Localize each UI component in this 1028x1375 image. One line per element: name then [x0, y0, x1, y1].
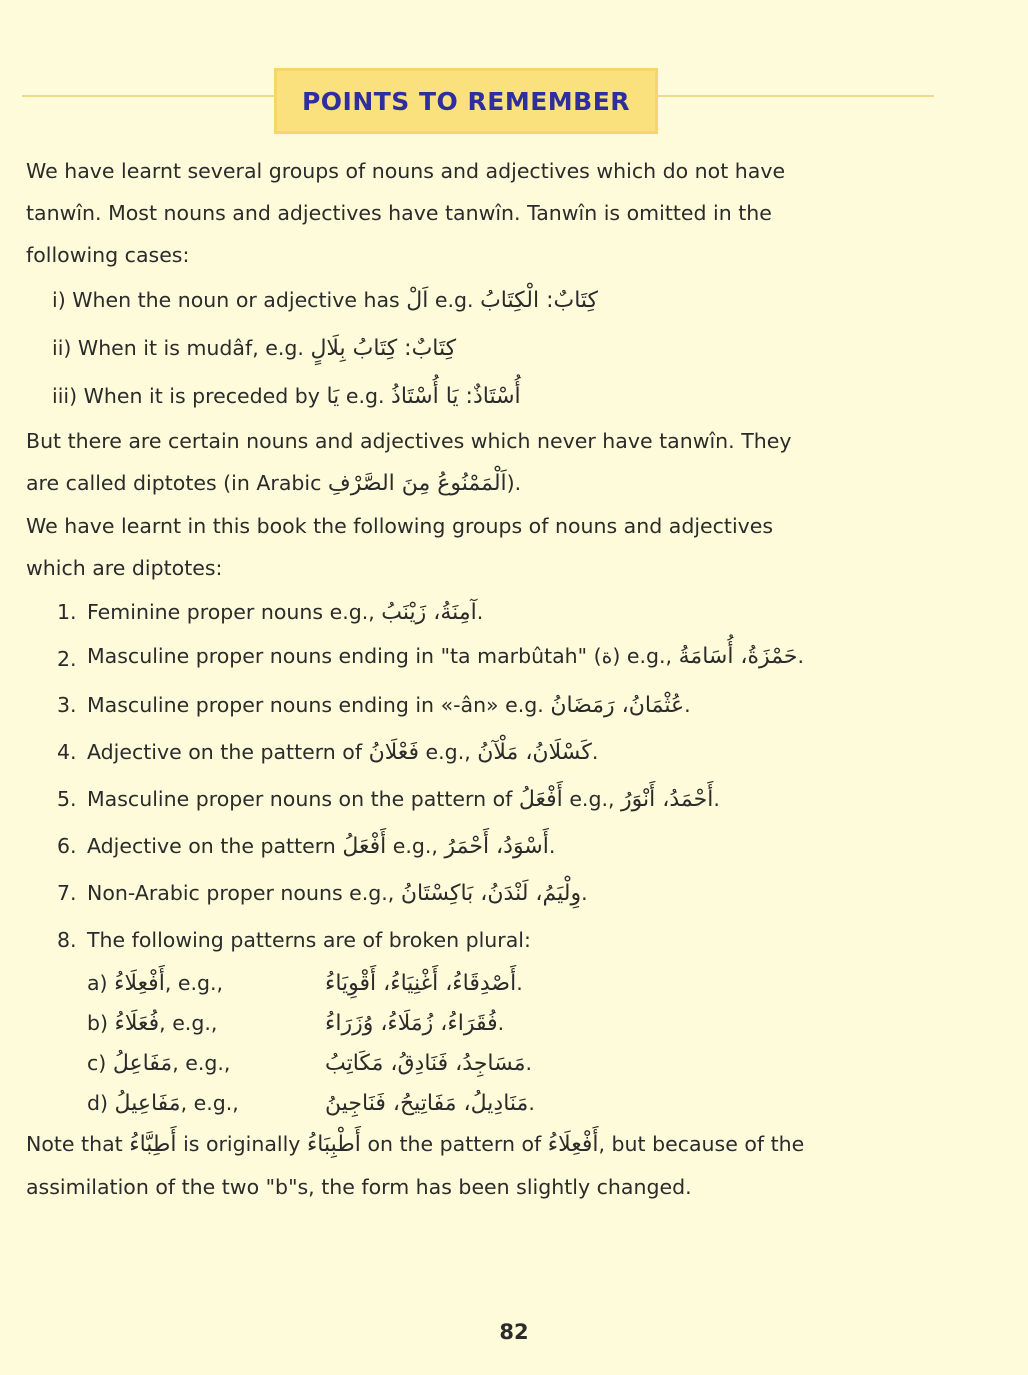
- list-item: 3. Masculine proper nouns ending in «-ân» e.g. عُثْمَانُ، رَمَضَانُ.: [57, 693, 691, 718]
- arabic-text: اَلْ: [406, 288, 429, 313]
- list-item: 5. Masculine proper nouns on the pattern of أَفْعَلُ e.g., أَحْمَدُ، أَنْوَرُ.: [57, 787, 720, 812]
- list-item: a) أَفْعِلَاءُ, e.g., أَصْدِقَاءُ، أَغْنِيَاءُ، أَقْوِيَاءُ.: [87, 971, 523, 996]
- arabic-example: أُسْتَاذٌ: يَا أُسْتَاذُ: [391, 384, 521, 409]
- heading-rule-left: [22, 95, 274, 97]
- diptote-paragraph: But there are certain nouns and adjectives which never have tanwîn. They are called diptotes (in Arabic اَلْمَمْنُوعُ مِنَ الصَّرْفِ).: [26, 429, 792, 496]
- arabic-example: كِتَابٌ: الْكِتَابُ: [480, 288, 599, 313]
- content: [26, 150, 806, 1208]
- list-item: 7. Non-Arabic proper nouns e.g., وِلْيَمُ، لَنْدَنُ، بَاكِسْتَانُ.: [57, 881, 588, 906]
- case-item: iii) When it is preceded by يَا e.g. أُسْتَاذٌ: يَا أُسْتَاذُ: [52, 384, 521, 409]
- heading-rule-right: [658, 95, 934, 97]
- arabic-example: كِتَابٌ: كِتَابُ بِلَالٍ: [310, 336, 457, 361]
- arabic-term: اَلْمَمْنُوعُ مِنَ الصَّرْفِ: [327, 471, 507, 496]
- groups-intro: We have learnt in this book the following groups of nouns and adjectives which are diptotes:: [26, 514, 774, 580]
- groups-list: [26, 589, 806, 963]
- list-item: d) مَفَاعِيلُ, e.g., مَنَادِيلُ، مَفَاتِيحُ، فَنَاجِينُ.: [87, 1091, 535, 1116]
- intro-paragraph: We have learnt several groups of nouns and adjectives which do not have tanwîn. Most nouns and adjectives have tanwîn. Tanwîn is omitted in the following cases:: [26, 159, 786, 267]
- case-item: i) When the noun or adjective has اَلْ e.g. كِتَابٌ: الْكِتَابُ: [52, 288, 599, 313]
- plural-list: [26, 963, 806, 1123]
- page-title: POINTS TO REMEMBER: [301, 86, 631, 116]
- heading-box: [274, 68, 658, 134]
- case-item: ii) When it is mudâf, e.g. كِتَابٌ: كِتَابُ بِلَالٍ: [52, 336, 457, 361]
- list-item: 8. The following patterns are of broken plural:: [57, 928, 531, 952]
- list-item: 6. Adjective on the pattern أَفْعَلُ e.g., أَسْوَدُ، أَحْمَرُ.: [57, 834, 556, 859]
- arabic-text: يَا: [326, 384, 340, 409]
- list-item: 2. Masculine proper nouns ending in "ta marbûtah" (ة) e.g., حَمْزَةُ، أُسَامَةُ.: [57, 644, 805, 671]
- list-item: b) فُعَلَاءُ, e.g., فُقَرَاءُ، زُمَلَاءُ، وُزَرَاءُ.: [87, 1011, 505, 1036]
- list-item: c) مَفَاعِلُ, e.g., مَسَاجِدُ، فَنَادِقُ، مَكَاتِبُ.: [87, 1051, 533, 1076]
- list-item: 1. Feminine proper nouns e.g., آمِنَةُ، زَيْنَبُ.: [57, 600, 484, 625]
- list-item: 4. Adjective on the pattern of فَعْلَانُ e.g., كَسْلَانُ، مَلْآنُ.: [57, 740, 599, 765]
- page-number: 82: [499, 1320, 529, 1344]
- note-paragraph: Note that أَطِبَّاءُ is originally أَطْبِبَاءُ on the pattern of أَفْعِلَاءُ, but because of the assimilation of the two "b"s, the form has been slightly changed.: [26, 1132, 805, 1199]
